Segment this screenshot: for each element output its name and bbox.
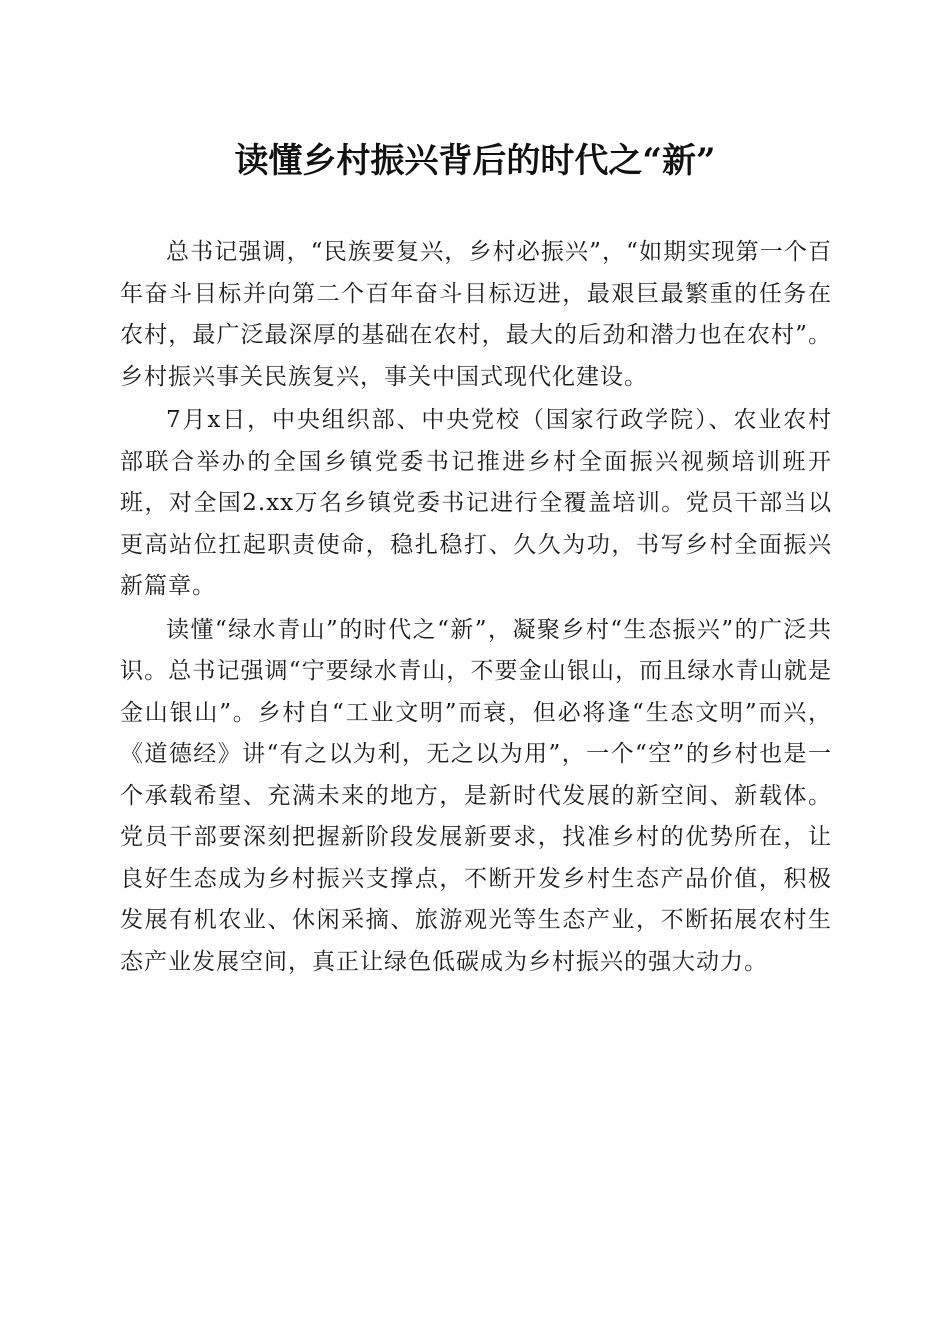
page-title: 读懂乡村振兴背后的时代之“新” xyxy=(234,141,716,181)
document-body xyxy=(120,232,832,985)
paragraph-3: 读懂“绿水青山”的时代之“新”，凝聚乡村“生态振兴”的广泛共识。总书记强调“宁要绿水青山，不要金山银山，而且绿水青山就是金山银山”。乡村自“工业文明”而衰，但必将逢“生态文明”而兴，《道德经》讲“有之以为利，无之以为用”，一个“空”的乡村也是一个承载希望、充满未来的地方，是新时代发展的新空间、新载体。党员干部要深刻把握新阶段发展新要求，找准乡村的优势所在，让良好生态成为乡村振兴支撑点，不断开发乡村生态产品价值，积极发展有机农业、休闲采摘、旅游观光等生态产业，不断拓展农村生态产业发展空间，真正让绿色低碳成为乡村振兴的强大动力。 xyxy=(120,616,832,975)
paragraph-1: 总书记强调，“民族要复兴，乡村必振兴”，“如期实现第一个百年奋斗目标并向第二个百年奋斗目标迈进，最艰巨最繁重的任务在农村，最广泛最深厚的基础在农村，最大的后劲和潜力也在农村”。乡村振兴事关民族复兴，事关中国式现代化建设。 xyxy=(120,239,832,390)
paragraph-2: 7月x日，中央组织部、中央党校（国家行政学院）、农业农村部联合举办的全国乡镇党委书记推进乡村全面振兴视频培训班开班，对全国2.xx万名乡镇党委书记进行全覆盖培训。党员干部当以更高站位扛起职责使命，稳扎稳打、久久为功，书写乡村全面振兴新篇章。 xyxy=(120,407,832,599)
